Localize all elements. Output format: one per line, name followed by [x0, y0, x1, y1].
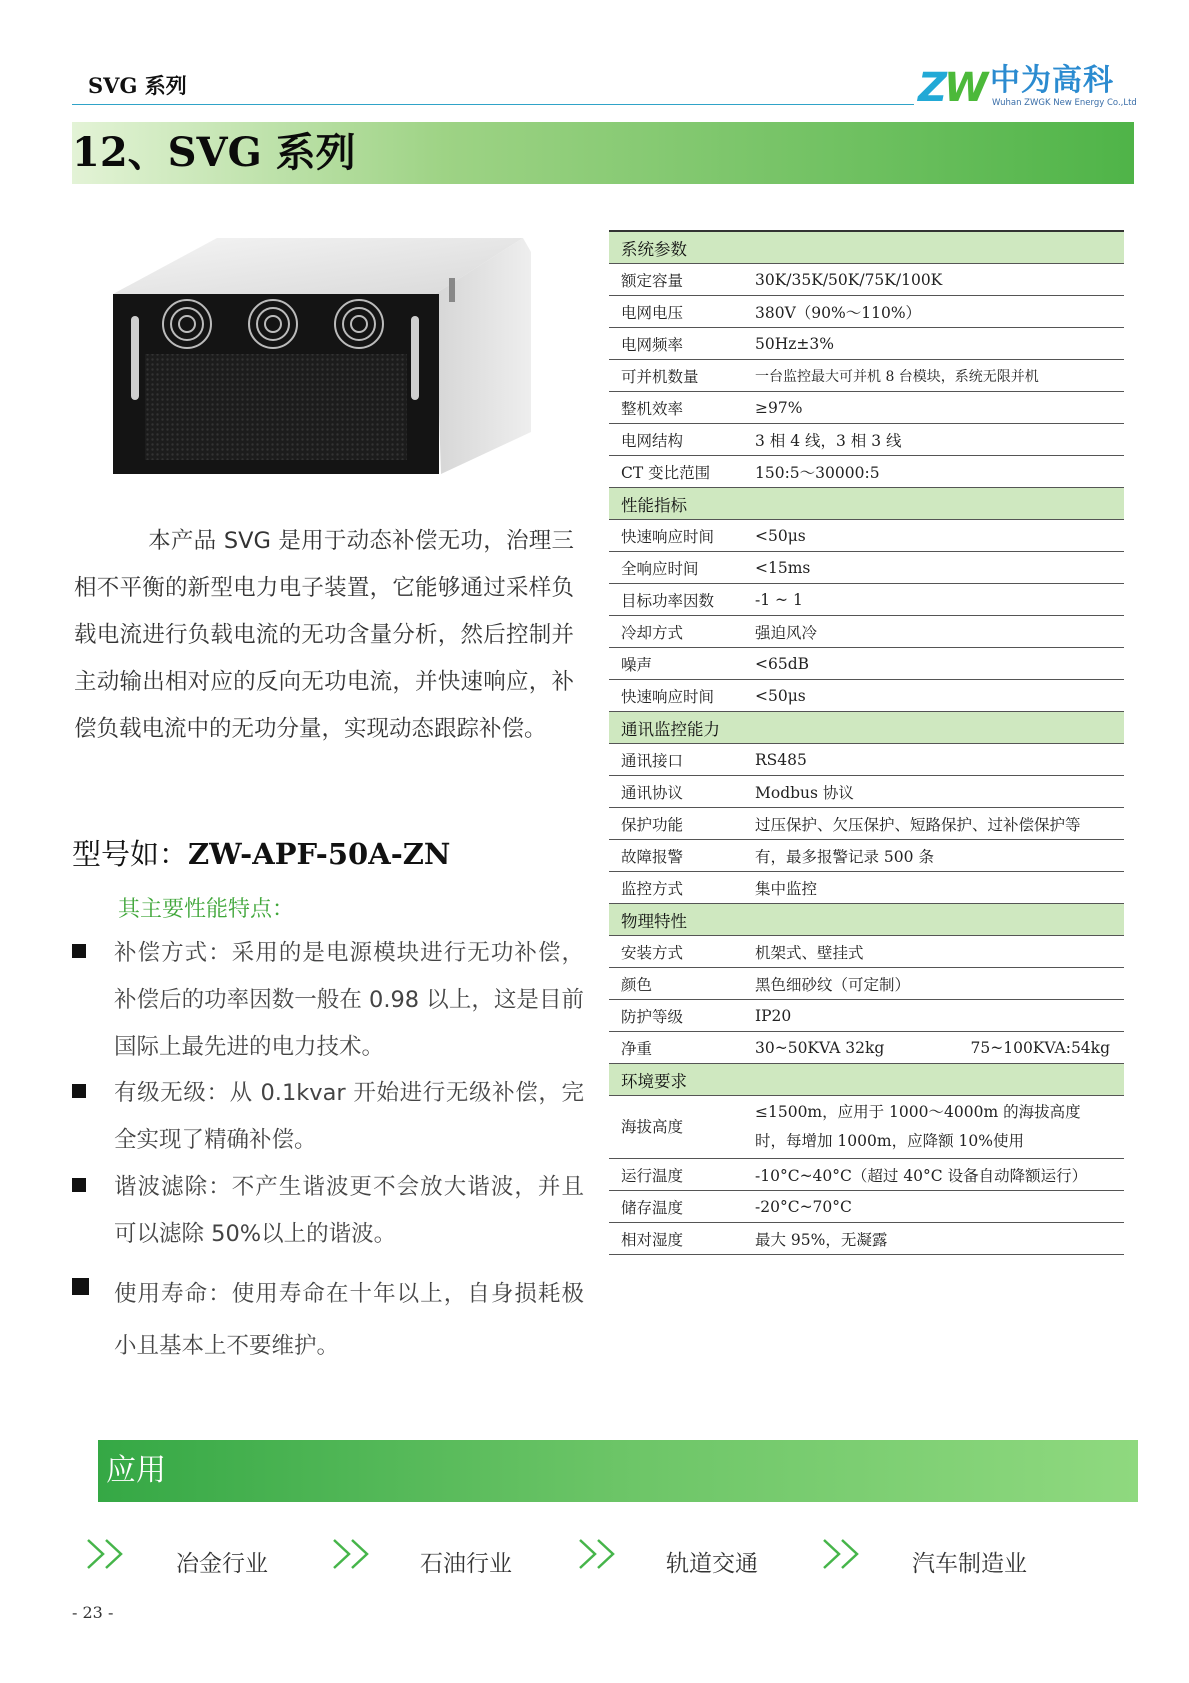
- feature-text: 使用寿命：使用寿命在十年以上，自身损耗极小且基本上不要维护。: [114, 1281, 584, 1359]
- application-band: [98, 1440, 1138, 1502]
- spec-row: 额定容量 30K/35K/50K/75K/100K: [609, 264, 1124, 296]
- feature-text: 补偿方式：采用的是电源模块进行无功补偿，补偿后的功率因数一般在 0.98 以上，这是目前国际上最先进的电力技术。: [114, 940, 584, 1060]
- application-item: 石油行业: [420, 1551, 512, 1577]
- weight-large: 75~100KVA:54kg: [970, 1038, 1110, 1057]
- spec-row: 防护等级 IP20: [609, 1000, 1124, 1032]
- spec-row: 相对湿度 最大 95%，无凝露: [609, 1223, 1124, 1255]
- spec-row: CT 变比范围 150:5～30000:5: [609, 456, 1124, 488]
- spec-section-header: [609, 1064, 1124, 1096]
- application-item: 冶金行业: [176, 1551, 268, 1577]
- spec-row: 海拔高度 ≤1500m，应用于 1000～4000m 的海拔高度 时，每增加 1000m，应降额 10%使用: [609, 1096, 1124, 1159]
- double-chevron-icon: [822, 1537, 868, 1571]
- spec-section-header: [609, 904, 1124, 936]
- spec-table: [609, 230, 1124, 1255]
- model-line: [72, 832, 450, 873]
- spec-row: 电网结构 3 相 4 线，3 相 3 线: [609, 424, 1124, 456]
- spec-row: 运行温度 -10°C~40°C（超过 40°C 设备自动降额运行）: [609, 1159, 1124, 1191]
- bullet-square-icon: [72, 1178, 86, 1192]
- section-title: 环境要求: [609, 1064, 1124, 1096]
- feature-text: 谐波滤除：不产生谐波更不会放大谐波，并且可以滤除 50%以上的谐波。: [114, 1174, 584, 1247]
- spec-row: 颜色 黑色细砂纹（可定制）: [609, 968, 1124, 1000]
- spec-row: 净重 30~50KVA 32kg 75~100KVA:54kg: [609, 1032, 1124, 1064]
- spec-section-header: [609, 488, 1124, 520]
- company-logo: [918, 63, 1137, 111]
- section-title: 通讯监控能力: [609, 712, 1124, 744]
- section-title: 物理特性: [609, 904, 1124, 936]
- spec-row: 监控方式 集中监控: [609, 872, 1124, 904]
- spec-row: 保护功能 过压保护、欠压保护、短路保护、过补偿保护等: [609, 808, 1124, 840]
- page-title: 12、SVG 系列: [72, 129, 356, 176]
- model-value: ZW-APF-50A-ZN: [188, 837, 451, 871]
- logo-zw-mark: ZW: [918, 65, 986, 111]
- logo-chinese-name: 中为高科: [990, 63, 1114, 98]
- bullet-square-icon: [72, 1084, 86, 1098]
- section-title: 系统参数: [609, 231, 1124, 264]
- double-chevron-icon: [332, 1537, 378, 1571]
- feature-item: [72, 1268, 584, 1372]
- model-label: 型号如：: [72, 837, 189, 871]
- spec-row: 通讯接口 RS485: [609, 744, 1124, 776]
- spec-row: 快速响应时间 <50μs: [609, 680, 1124, 712]
- spec-row: 噪声 <65dB: [609, 648, 1124, 680]
- spec-row: 全响应时间 <15ms: [609, 552, 1124, 584]
- feature-item: [72, 1070, 584, 1164]
- double-chevron-icon: [578, 1537, 624, 1571]
- spec-row: 整机效率 ≥97%: [609, 392, 1124, 424]
- intro-paragraph: [74, 518, 574, 753]
- product-image: [105, 232, 537, 504]
- spec-row: 储存温度 -20°C~70°C: [609, 1191, 1124, 1223]
- feature-text: 有级无级：从 0.1kvar 开始进行无级补偿，完全实现了精确补偿。: [114, 1080, 584, 1153]
- spec-row: 电网频率 50Hz±3%: [609, 328, 1124, 360]
- spec-row: 通讯协议 Modbus 协议: [609, 776, 1124, 808]
- bullet-square-icon: [72, 944, 86, 958]
- intro-text: 本产品 SVG 是用于动态补偿无功，治理三相不平衡的新型电力电子装置，它能够通过采样负载电流进行负载电流的无功含量分析，然后控制并主动输出相对应的反向无功电流，并快速响应，补偿负载电流中的无功分量，实现动态跟踪补偿。: [74, 528, 574, 742]
- features-heading: 其主要性能特点：: [118, 897, 295, 922]
- logo-english-name: Wuhan ZWGK New Energy Co.,Ltd: [992, 98, 1137, 108]
- spec-row: 电网电压 380V（90%～110%）: [609, 296, 1124, 328]
- header-series: SVG 系列: [88, 73, 187, 98]
- application-title: 应用: [106, 1453, 166, 1488]
- double-chevron-icon: [86, 1537, 132, 1571]
- header-rule: [72, 104, 914, 105]
- weight-small: 30~50KVA 32kg: [755, 1038, 885, 1057]
- section-title: 性能指标: [609, 488, 1124, 520]
- spec-section-header: [609, 231, 1124, 264]
- bullet-square-icon: [72, 1278, 89, 1295]
- spec-row: 可并机数量 一台监控最大可并机 8 台模块，系统无限并机: [609, 360, 1124, 392]
- spec-section-header: [609, 712, 1124, 744]
- feature-item: [72, 1164, 584, 1258]
- spec-row: 快速响应时间 <50μs: [609, 520, 1124, 552]
- spec-row: 安装方式 机架式、壁挂式: [609, 936, 1124, 968]
- spec-row: 冷却方式 强迫风冷: [609, 616, 1124, 648]
- page-number: - 23 -: [72, 1603, 114, 1622]
- spec-row: 目标功率因数 -1 ~ 1: [609, 584, 1124, 616]
- spec-row: 故障报警 有，最多报警记录 500 条: [609, 840, 1124, 872]
- application-item: 轨道交通: [666, 1551, 758, 1577]
- application-item: 汽车制造业: [912, 1551, 1027, 1577]
- feature-item: [72, 930, 584, 1071]
